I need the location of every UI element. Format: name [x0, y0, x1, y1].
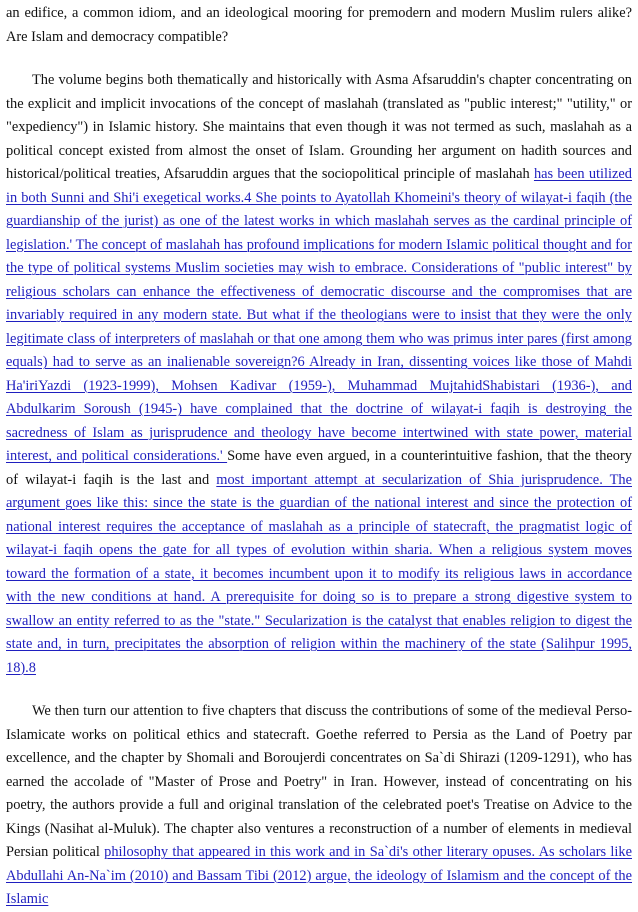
paragraph-2-text-middle: Some have even argued, in a counterintuitive fashion, that the theory of wilayat-i faqih is the last and [6, 448, 632, 488]
paragraph-3-text-before-link: We then turn our attention to five chapters that discuss the contributions of some of the medieval Perso-Islamicate works on political ethics and statecraft. Goethe referred to Persia as the Land of Poetry par excellence, and the chapter by Shomali and Boroujerdi concentrates on Sa`di Shirazi (1209-1291), who has earned the accolade of "Master of Prose and Poetry" in Iran. However, instead of concentrating on his poetry, the authors provide a full and original translation of the celebrated poet's Treatise on Advice to the Kings (Nasihat al-Muluk). The chapter also ventures a reconstruction of a number of elements in medieval Persian political [6, 703, 632, 860]
paragraph-continuation [6, 2, 632, 49]
hyperlink-philosophy[interactable]: philosophy that appeared in this work and in Sa`di's other literary opuses. As scholars like Abdullahi An-Na`im (2010) and Bassam Tibi (2012) argue, the ideology of Islamism and the concept of the Islamic [6, 844, 632, 907]
paragraph-1-text: an edifice, a common idiom, and an ideological mooring for premodern and modern Muslim rulers alike? Are Islam and democracy compatible? [6, 5, 632, 45]
hyperlink-secularization[interactable]: most important attempt at secularization of Shia jurisprudence. The argument goes like this: since the state is the guardian of the national interest and since the protection of national interest requires the acceptance of maslahah as a principle of statecraft, the pragmatist logic of wilayat-i faqih opens the gate for all types of evolution within sharia. When a religious system moves toward the formation of a state, it becomes incumbent upon it to modify its religious laws in accordance with the new conditions at hand. A prerequisite for doing so is to prepare a strong digestive system to swallow an entity referred to as the "state." Secularization is the catalyst that enables religion to digest the state and, in turn, precipitates the absorption of religion within the machinery of the state (Salihpur 1995, 18).8 [6, 471, 632, 676]
paragraph-perso-islamicate [6, 700, 632, 912]
paragraph-afsaruddin [6, 69, 632, 680]
hyperlink-maslahah-exegetical[interactable]: has been utilized in both Sunni and Shi'i exegetical works.4 She points to Ayatollah Khomeini's theory of wilayat-i faqih (the guardianship of the jurist) as one of the latest works in which maslahah serves as the cardinal principle of legislation.' The concept of maslahah has profound implications for modern Islamic political thought and for the type of political systems Muslim societies may wish to embrace. Considerations of "public interest" by religious scholars can enhance the effectiveness of democratic discourse and the compromises that are invariably required in any modern state. But what if the theologians were to insist that they were the only legitimate class of interpreters of maslahah or that one among them who was primus inter pares (first among equals) had to serve as an inalienable sovereign?6 Already in Iran, dissenting voices like those of Mahdi Ha'iriYazdi (1923-1999), Mohsen Kadivar (1959-), Muhammad MujtahidShabistari (1936-), and Abdulkarim Soroush (1945-) have complained that the doctrine of wilayat-i faqih is destroying the sacredness of Islam as jurisprudence and theology have become intertwined with state power, material interest, and political considerations.' [6, 166, 632, 464]
paragraph-2-text-before-link: The volume begins both thematically and historically with Asma Afsaruddin's chapter concentrating on the explicit and implicit invocations of the concept of maslahah (translated as "public interest;" "utility," or "expediency") in Islamic history. She maintains that even though it was not termed as such, maslahah as a political concept existed from almost the onset of Islam. Grounding her argument on hadith sources and historical/political treaties, Afsaruddin argues that the sociopolitical principle of maslahah [6, 72, 632, 182]
document-page [6, 2, 632, 912]
